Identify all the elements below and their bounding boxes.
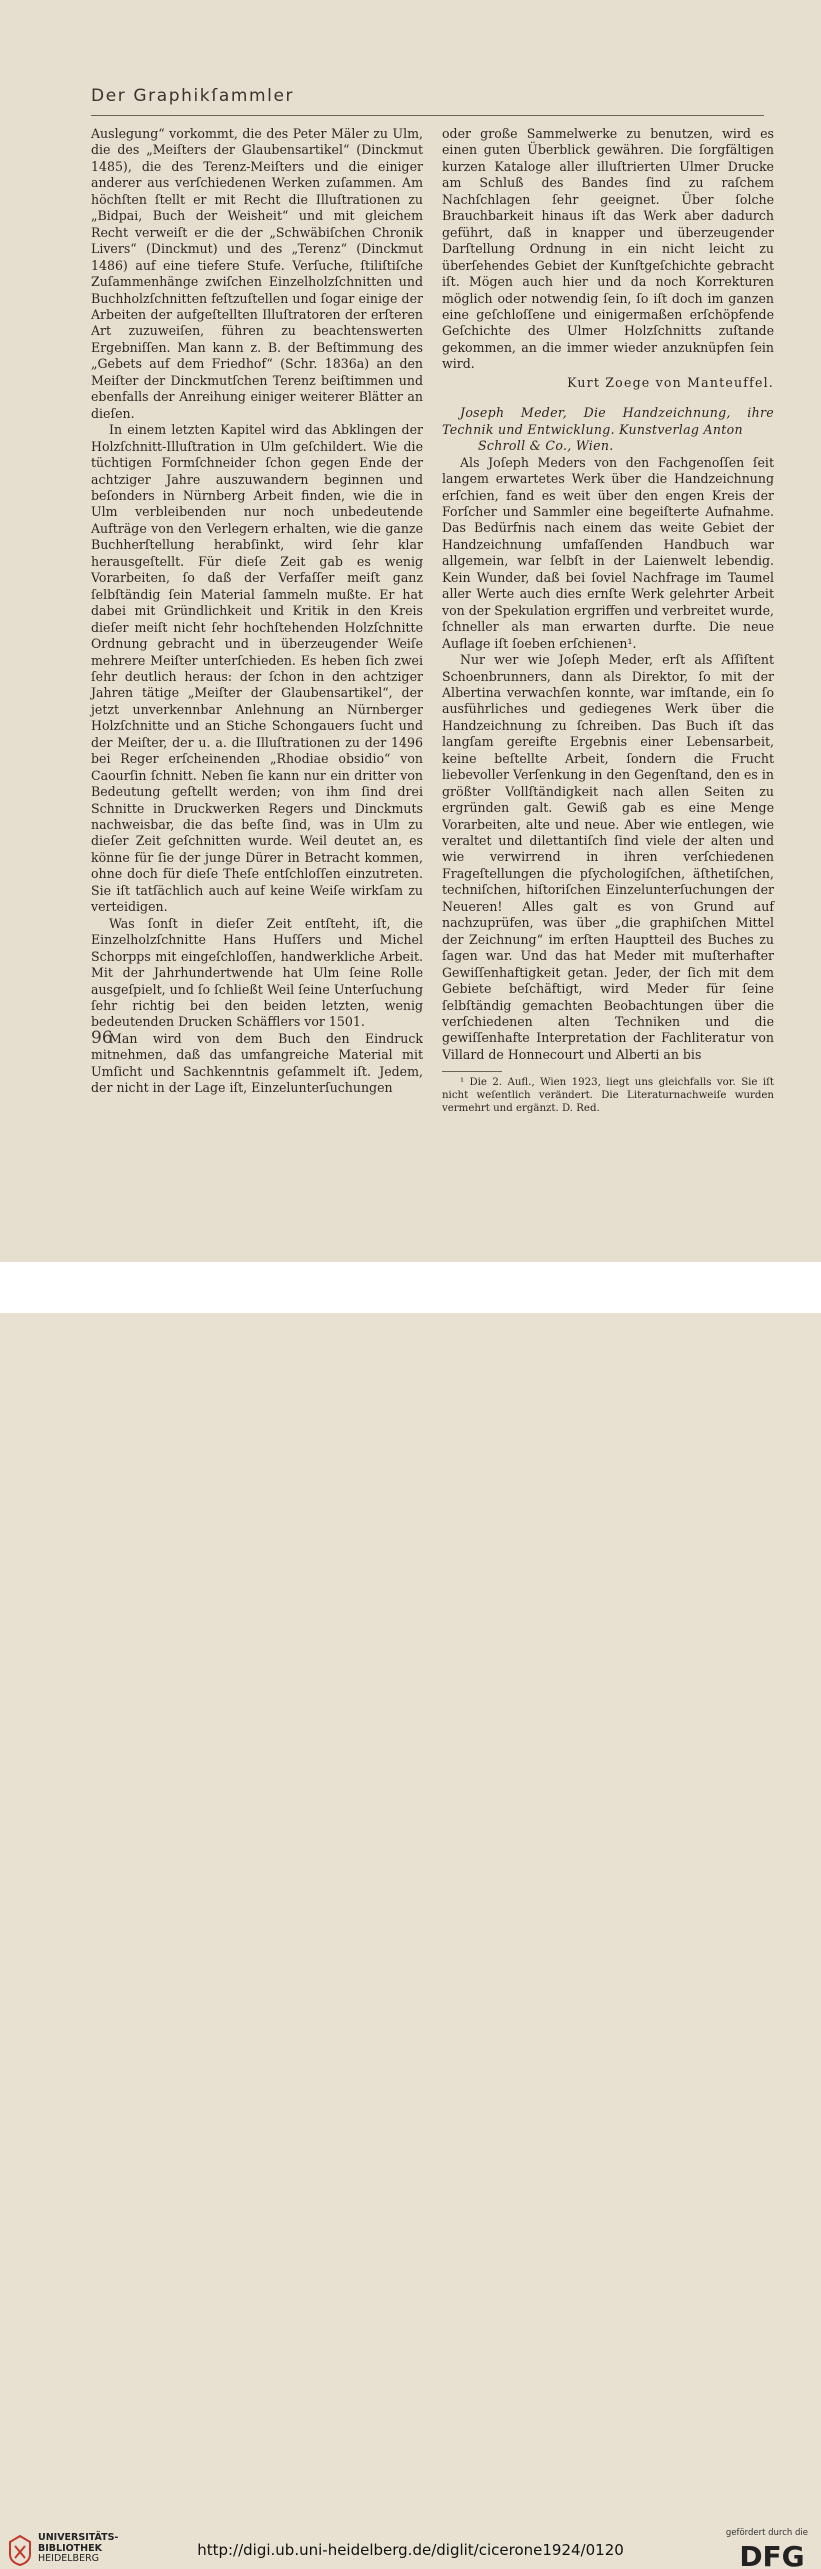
library-line-2: BIBLIOTHEK (38, 2542, 102, 2554)
dfg-logo-text: DFG (739, 2541, 805, 2569)
footnote-rule (442, 1071, 502, 1072)
scanned-page (0, 0, 821, 1262)
right-paragraph-1: oder große Sammelwerke zu benutzen, wird es einen guten Überblick gewähren. Die ſorgfältigen kurzen Kataloge aller illuſtrierten Ulmer Drucke am Schluß des Bandes ſind zu raſchem Nachſchlagen ſehr geeignet. Über ſolche Brauchbarkeit hinaus iſt das Werk aber dadurch geführt, daß in knapper und überzeugender Darſtellung Ordnung in ein nicht leicht zu überſehendes Gebiet der Kunſtgeſchichte gebracht iſt. Mögen auch hier und da noch Korrekturen möglich oder notwendig ſein, ſo iſt doch im ganzen eine geſchloſſene und einigermaßen erſchöpfende Geſchichte des Ulmer Holzſchnitts zuſtande gekommen, an die immer wieder anzuknüpfen ſein wird. (442, 126, 774, 372)
header-rule (91, 115, 764, 116)
reviewer-signature: Kurt Zoege von Manteuffel. (567, 374, 774, 390)
left-column (91, 126, 423, 1097)
library-line-3: HEIDELBERG (38, 2553, 100, 2564)
dfg-logo-icon (736, 2541, 808, 2569)
left-paragraph-3: Was ſonſt in dieſer Zeit entſteht, iſt, die Einzelholzſchnitte Hans Huſſers und Michel Schorpps mit eingeſchloſſen, handwerkliche Arbeit. Mit der Jahrhundertwende hat Ulm ſeine Rolle ausgeſpielt, und ſo ſchließt Weil ſeine Unterſuchung ſehr richtig bei den beiden letzten, wenig bedeutenden Drucken Schäfflers vor 1501. (91, 915, 423, 1030)
right-column (442, 126, 774, 1115)
funding-note: gefördert durch die (725, 2528, 808, 2538)
review-heading (442, 405, 774, 454)
footnote: ¹ Die 2. Aufl., Wien 1923, liegt uns gleichfalls vor. Sie iſt nicht weſentlich verändert. Die Literaturnachweiſe wurden vermehrt und ergänzt. D. Red. (442, 1077, 774, 1115)
running-title: Der Graphikſammler (91, 86, 295, 106)
review-publisher: Schroll & Co., Wien. (478, 438, 614, 454)
library-line-1: UNIVERSITÄTS- (38, 2532, 119, 2543)
page-number: 96 (91, 1028, 113, 1048)
left-paragraph-2: In einem letzten Kapitel wird das Abklingen der Holzſchnitt-Illuſtration in Ulm geſchildert. Wie die tüchtigen Formſchneider ſchon gegen Ende der achtziger Jahre auszuwandern beginnen und beſonders in Nürnberg Arbeit finden, wie die in Ulm verbleibenden nur noch unbedeutende Aufträge von den Verlegern erhalten, wie die ganze Buchherſtellung herabſinkt, wird ſehr klar herausgeſtellt. Für dieſe Zeit gab es wenig Vorarbeiten, ſo daß der Verfaſſer meiſt ganz ſelbſtändig ſein Material ſammeln mußte. Er hat dabei mit Gründlichkeit und Kritik in den Kreis dieſer meiſt nicht ſehr hochſtehenden Holzſchnitte Ordnung gebracht und in überzeugender Weiſe mehrere Meiſter unterſchieden. Es heben ſich zwei ſehr deutlich heraus: der ſchon in den achtziger Jahren tätige „Meiſter der Glaubensartikel“, der jetzt unverkennbar Anlehnung an Nürnberger Holzſchnitte und an Stiche Schongauers ſucht und der Meiſter, der u. a. die Illuſtrationen zu der 1496 bei Reger erſcheinenden „Rhodiae obsidio“ von Caourſin ſchnitt. Neben ſie kann nur ein dritter von Bedeutung geſtellt werden; von ihm ſind drei Schnitte in Druckwerken Regers und Dinckmuts nachweisbar, die das beſte ſind, was in Ulm zu dieſer Zeit geſchnitten wurde. Weil deutet an, es könne für ſie der junge Dürer in Betracht kommen, ohne doch für dieſe Theſe entſchloſſen einzutreten. Sie iſt tatſächlich auch auf keine Weiſe wirkſam zu verteidigen. (91, 422, 423, 915)
digitization-footer (0, 1262, 821, 2569)
right-paragraph-3: Nur wer wie Joſeph Meder, erſt als Aſſiſtent Schoenbrunners, dann als Direktor, ſo mit der Albertina verwachſen konnte, war imſtande, ein ſo ausführliches und gediegenes Werk über die Handzeichnung zu ſchreiben. Das Buch iſt das langſam gereifte Ergebnis einer Lebensarbeit, keine beſtellte Arbeit, ſondern die Frucht liebevoller Verſenkung in den Gegenſtand, den es in größter Vollſtändigkeit nach allen Seiten zu ergründen galt. Gewiß gab es eine Menge Vorarbeiten, alte und neue. Aber wie entlegen, wie veraltet und dilettantiſch ſind viele der alten und wie verwirrend in ihren verſchiedenen Frageſtellungen die pſychologiſchen, äſthetiſchen, techniſchen, hiſtoriſchen Einzelunterſuchungen der Neueren! Alles galt es von Grund auf nachzuprüfen, was über „die graphiſchen Mittel der Zeichnung“ im erſten Hauptteil des Buches zu ſagen war. Und das hat Meder mit muſterhafter Gewiſſenhaftigkeit getan. Jeder, der ſich mit dem Gebiete beſchäftigt, wird Meder für ſeine ſelbſtändig gemachten Beobachtungen über die verſchiedenen alten Techniken und die gewiſſenhafte Interpretation der Fachliteratur von Villard de Honnecourt und Alberti an bis (442, 652, 774, 1062)
right-paragraph-2: Als Joſeph Meders von den Fachgenoſſen ſeit langem erwartetes Werk über die Handzeichnung erſchien, fand es weit über den engen Kreis der Forſcher und Sammler eine begeiſterte Aufnahme. Das Bedürfnis nach einem das weite Gebiet der Handzeichnung umfaſſenden Handbuch war allgemein, war ſelbſt in der Laienwelt lebendig. Kein Wunder, daß bei ſoviel Nachfrage im Taumel aller Werte auch dies ernſte Werk gelehrter Arbeit von der Spekulation ergriffen und verbreitet wurde, ſchneller als man erwarten durfte. Die neue Auflage iſt ſoeben erſchienen¹. (442, 454, 774, 651)
left-paragraph-4: Man wird von dem Buch den Eindruck mitnehmen, daß das umfangreiche Material mit Umſicht und Sachkenntnis geſammelt iſt. Jedem, der nicht in der Lage iſt, Einzelunterſuchungen (91, 1030, 423, 1096)
review-title: Joseph Meder, Die Handzeichnung, ihre Technik und Entwicklung. Kunstverlag Anton (442, 405, 774, 437)
permalink-url[interactable]: http://digi.ub.uni-heidelberg.de/diglit/cicerone1924/0120 (197, 2541, 624, 2559)
left-paragraph-1: Auslegung“ vorkommt, die des Peter Mäler zu Ulm, die des „Meiſters der Glaubensartikel“ (Dinckmut 1485), die des Terenz-Meiſters und die einiger anderer aus verſchiedenen Werken zuſammen. Am höchſten ſtellt er mit Recht die Illuſtrationen zu „Bidpai, Buch der Weisheit“ und mit gleichem Recht verweiſt er die der „Schwäbiſchen Chronik Livers“ (Dinckmut) und des „Terenz“ (Dinckmut 1486) auf eine tiefere Stufe. Verſuche, ſtiliſtiſche Zuſammenhänge zwiſchen Einzelholzſchnitten und Buchholzſchnitten feſtzuſtellen und ſogar einige der Arbeiten der aufgeſtellten Illuſtratoren der erſteren Art zuzuweiſen, führen zu beachtenswerten Ergebniſſen. Man kann z. B. der Beſtimmung des „Gebets auf dem Friedhof“ (Schr. 1836a) an den Meiſter der Dinckmutſchen Terenz beiſtimmen und ebenfalls der Anreihung einiger weiterer Blätter an dieſen. (91, 126, 423, 421)
